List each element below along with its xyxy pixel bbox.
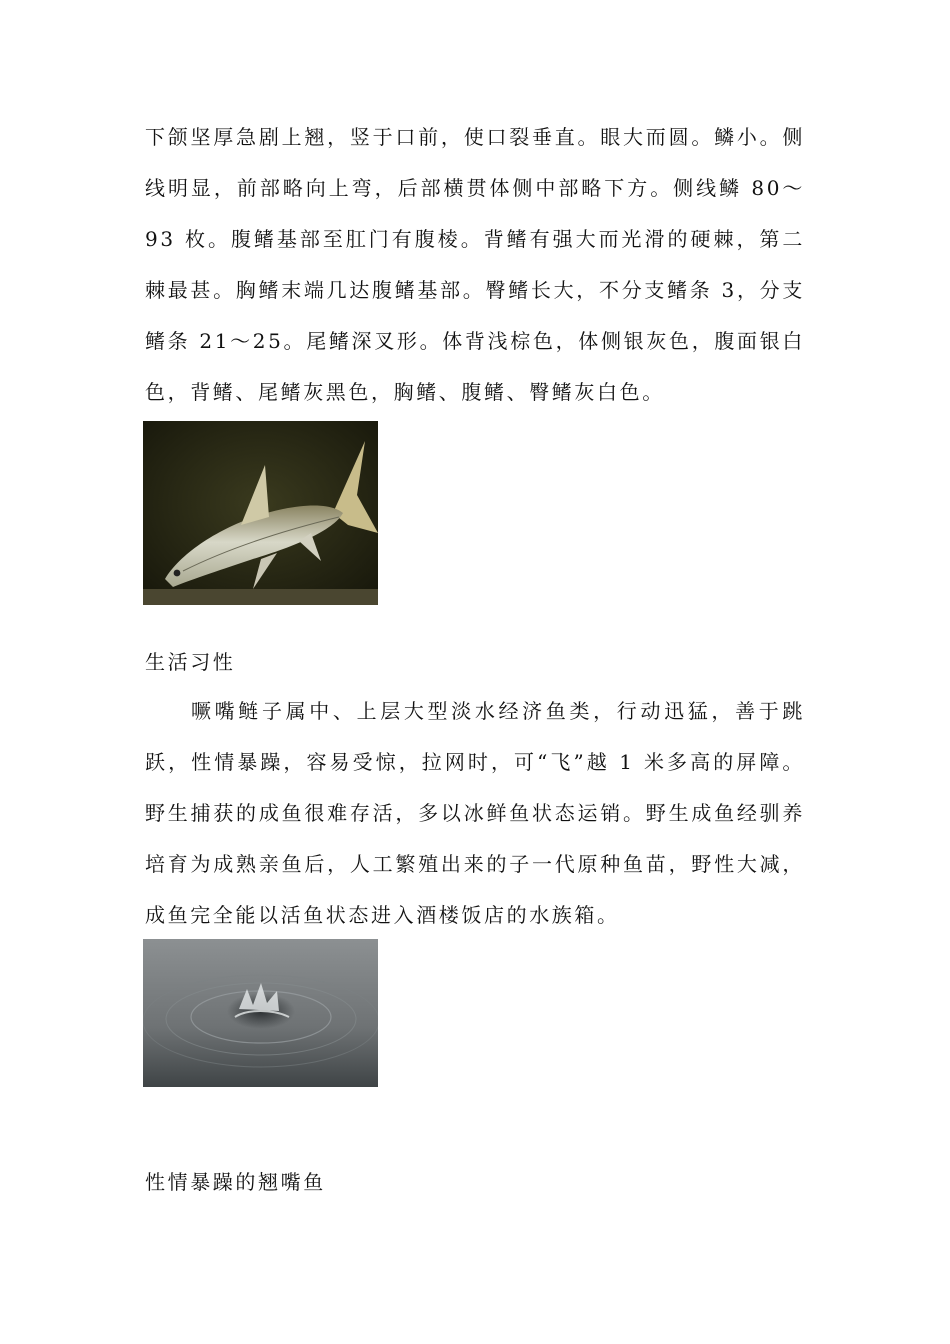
water-splash-photo-icon: [143, 939, 378, 1087]
fish-photo: [143, 421, 378, 605]
habits-paragraph: 噘嘴鲢子属中、上层大型淡水经济鱼类，行动迅猛，善于跳跃，性情暴躁，容易受惊，拉网时，可“飞”越 1 米多高的屏障。野生捕获的成鱼很难存活，多以冰鲜鱼状态运销。野生成鱼经驯养培育为成熟亲鱼后，人工繁殖出来的子一代原种鱼苗，野性大减，成鱼完全能以活鱼状态进入酒楼饭店的水族箱。: [145, 699, 805, 927]
fish-photo-icon: [143, 421, 378, 605]
water-splash-photo: [143, 939, 378, 1087]
section-heading: 生活习性: [145, 650, 236, 674]
photo-caption: 性情暴躁的翘嘴鱼: [145, 1170, 326, 1194]
description-paragraph: 下颌坚厚急剧上翘，竖于口前，使口裂垂直。眼大而圆。鳞小。侧线明显，前部略向上弯，后部横贯体侧中部略下方。侧线鳞 80～93 枚。腹鳍基部至肛门有腹棱。背鳍有强大而光滑的硬棘，第二棘最甚。胸鳍末端几达腹鳍基部。臀鳍长大，不分支鳍条 3，分支鳍条 21～25。尾鳍深叉形。体背浅棕色，体侧银灰色，腹面银白色，背鳍、尾鳍灰黑色，胸鳍、腹鳍、臀鳍灰白色。: [145, 125, 805, 404]
